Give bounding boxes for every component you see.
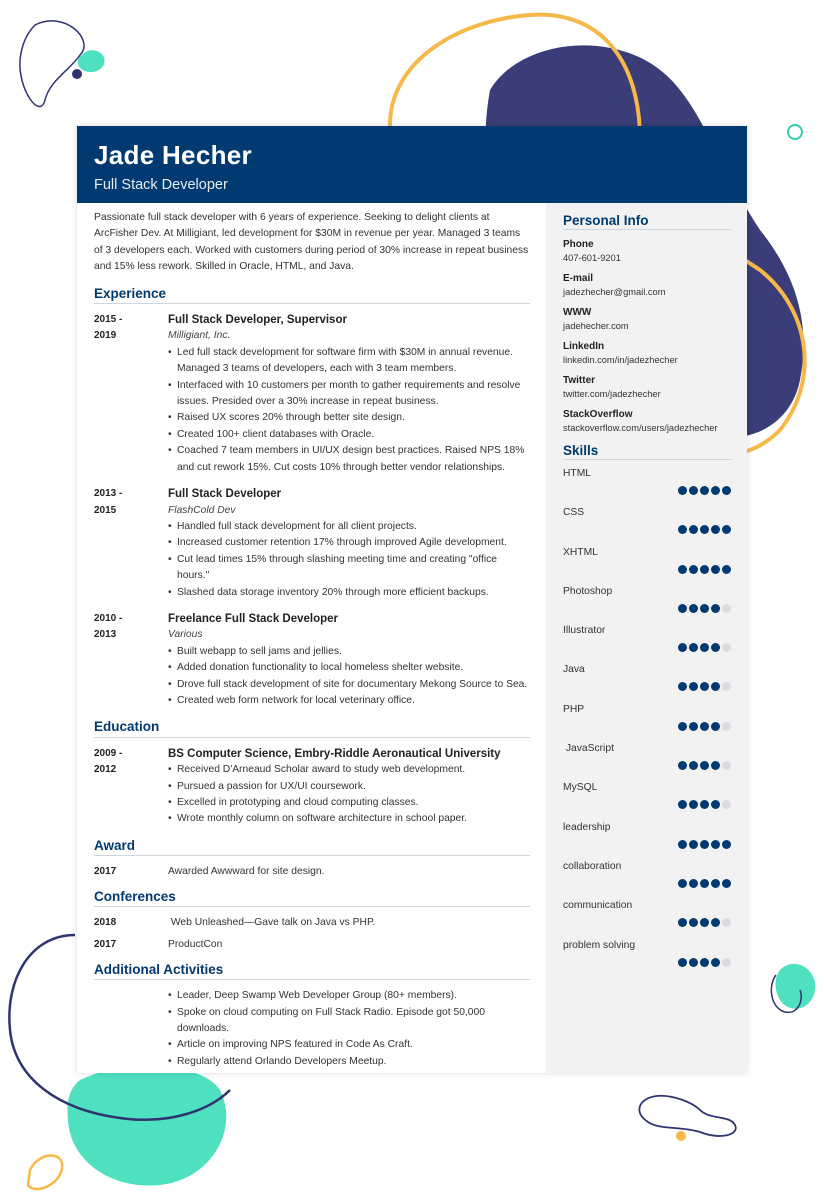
phone-value: 407-601-9201 <box>563 253 621 263</box>
degree-title: BS Computer Science, Embry-Riddle Aeronautical University <box>168 747 501 760</box>
skill-name: HTML <box>563 468 592 479</box>
rating-dot-filled <box>689 722 698 731</box>
rating-dot-filled <box>689 761 698 770</box>
conferences-heading: Conferences <box>94 889 530 907</box>
skill-name: JavaScript <box>563 743 614 755</box>
rating-dot-filled <box>700 486 709 495</box>
bullet-item: • Increased customer retention 17% through improved Agile development. <box>168 535 530 551</box>
skill-item <box>563 704 731 743</box>
skill-item <box>563 586 731 625</box>
skill-rating <box>676 682 731 691</box>
rating-dot-filled <box>678 604 687 613</box>
skill-name: leadership <box>563 821 611 833</box>
rating-dot-filled <box>678 525 687 534</box>
skill-rating <box>676 958 731 967</box>
rating-dot-filled <box>678 761 687 770</box>
experience-entry <box>94 611 530 709</box>
rating-dot-filled <box>689 565 698 574</box>
rating-dot-filled <box>711 840 720 849</box>
skill-rating <box>676 800 731 809</box>
skill-name: communication <box>563 900 633 912</box>
skill-name: Java <box>563 664 585 676</box>
skill-name: CSS <box>563 507 585 519</box>
linkedin-value: linkedin.com/in/jadezhecher <box>563 355 678 365</box>
company-name: Milligiant, Inc. <box>168 330 231 342</box>
phone-label: Phone <box>563 239 594 250</box>
bullet-item: • Article on improving NPS featured in Code As Craft. <box>168 1037 530 1053</box>
skill-item <box>563 861 731 900</box>
website-label: WWW <box>563 307 592 318</box>
rating-dot-filled <box>678 643 687 652</box>
activities-heading: Additional Activities <box>94 962 530 980</box>
skill-item <box>563 547 731 586</box>
rating-dot-filled <box>689 958 698 967</box>
rating-dot-filled <box>678 840 687 849</box>
skill-item <box>563 664 731 703</box>
orange-ring-bottomleft <box>28 1156 62 1189</box>
rating-dot-filled <box>689 604 698 613</box>
orange-dot-bottomright <box>676 1131 686 1141</box>
rating-dot-filled <box>678 879 687 888</box>
rating-dot-filled <box>678 722 687 731</box>
resume-header <box>77 126 747 203</box>
education-entry <box>94 746 530 828</box>
rating-dot-filled <box>689 840 698 849</box>
rating-dot-filled <box>722 565 731 574</box>
rating-dot-empty <box>722 761 731 770</box>
rating-dot-filled <box>711 879 720 888</box>
conference-entry <box>94 915 530 931</box>
rating-dot-filled <box>700 682 709 691</box>
rating-dot-filled <box>711 761 720 770</box>
rating-dot-filled <box>722 879 731 888</box>
conference-text: Web Unleashed—Gave talk on Java vs PHP. <box>168 917 376 929</box>
rating-dot-filled <box>711 682 720 691</box>
teal-blob-right <box>776 964 816 1009</box>
award-heading: Award <box>94 838 530 856</box>
skill-rating <box>676 604 731 613</box>
rating-dot-filled <box>700 722 709 731</box>
rating-dot-filled <box>689 643 698 652</box>
skill-item <box>563 468 731 507</box>
bullet-item: • Leader, Deep Swamp Web Developer Group (80+ members). <box>168 988 530 1004</box>
rating-dot-empty <box>722 722 731 731</box>
email-label: E-mail <box>563 273 594 284</box>
bullet-item: • Created web form network for local veterinary office. <box>168 693 530 709</box>
job-title: Freelance Full Stack Developer <box>168 612 339 625</box>
rating-dot-filled <box>711 958 720 967</box>
summary-text: Passionate full stack developer with 6 years of experience. Seeking to delight clients at ArcFisher Dev. At Milligiant, led development for $30M in revenue per year. Managed 3 teams of 3 developers each. Worked with customers during period of 30% increase in repeat business and 15% less rework. Skilled in Oracle, HTML, and Java. <box>94 212 529 273</box>
bullet-item: • Regularly attend Orlando Developers Meetup. <box>168 1054 530 1070</box>
bullet-item: • Excelled in prototyping and cloud computing classes. <box>168 795 530 811</box>
skill-name: MySQL <box>563 782 598 794</box>
rating-dot-filled <box>689 800 698 809</box>
rating-dot-filled <box>689 486 698 495</box>
rating-dot-filled <box>700 604 709 613</box>
rating-dot-filled <box>700 840 709 849</box>
personal-info-heading: Personal Info <box>563 213 731 230</box>
rating-dot-filled <box>722 525 731 534</box>
rating-dot-filled <box>700 958 709 967</box>
conference-year: 2018 <box>94 917 117 929</box>
rating-dot-filled <box>678 958 687 967</box>
skills-heading: Skills <box>563 443 731 460</box>
navy-dot-topleft <box>72 69 82 79</box>
job-bullets <box>168 644 530 710</box>
award-entry <box>94 864 530 880</box>
twitter-label: Twitter <box>563 375 596 386</box>
candidate-title: Full Stack Developer <box>94 177 228 193</box>
bullet-item: • Added donation functionality to local homeless shelter website. <box>168 660 530 676</box>
resume-page <box>77 126 747 1073</box>
conference-year: 2017 <box>94 939 117 951</box>
rating-dot-filled <box>689 918 698 927</box>
skill-rating <box>676 761 731 770</box>
website-value: jadehecher.com <box>563 321 629 331</box>
email-value: jadezhecher@gmail.com <box>563 287 666 297</box>
skill-rating <box>676 643 731 652</box>
skill-rating <box>676 918 731 927</box>
rating-dot-empty <box>722 604 731 613</box>
conference-text: ProductCon <box>168 939 223 951</box>
rating-dot-filled <box>689 682 698 691</box>
teal-ring-topright <box>788 125 802 139</box>
rating-dot-filled <box>678 682 687 691</box>
rating-dot-filled <box>678 800 687 809</box>
skill-name: XHTML <box>563 546 598 558</box>
rating-dot-filled <box>711 800 720 809</box>
bullet-item: • Raised UX scores 20% through better site design. <box>168 410 530 426</box>
skills-list <box>563 468 731 979</box>
rating-dot-filled <box>722 840 731 849</box>
activities-bullets <box>168 988 530 1070</box>
bullet-item: • Cut lead times 15% through slashing meeting time and creating "office hours." <box>168 552 530 585</box>
bullet-item: • Wrote monthly column on software architecture in school paper. <box>168 811 530 827</box>
rating-dot-filled <box>700 800 709 809</box>
entry-dates: 2010 - 2013 <box>94 612 123 641</box>
job-title: Full Stack Developer <box>168 488 282 501</box>
skill-item <box>563 625 731 664</box>
education-heading: Education <box>94 719 530 737</box>
experience-entry <box>94 486 530 601</box>
rating-dot-filled <box>700 565 709 574</box>
navy-loop-bottomright <box>639 1096 735 1136</box>
skill-item <box>563 822 731 861</box>
skill-item <box>563 507 731 546</box>
entry-dates: 2015 - 2019 <box>94 314 123 342</box>
bullet-item: • Spoke on cloud computing on Full Stack Radio. Episode got 50,000 downloads. <box>168 1005 530 1038</box>
skill-name: Illustrator <box>563 625 606 637</box>
company-name: FlashCold Dev <box>168 504 236 516</box>
bullet-item: • Received D'Arneaud Scholar award to study web development. <box>168 762 530 778</box>
rating-dot-filled <box>711 565 720 574</box>
skill-item <box>563 900 731 939</box>
award-text: Awarded Awwward for site design. <box>168 866 325 878</box>
skill-name: problem solving <box>563 939 636 951</box>
navy-loop-topleft <box>20 21 84 107</box>
skill-item <box>563 743 731 782</box>
award-year: 2017 <box>94 866 117 878</box>
education-bullets <box>168 762 530 828</box>
skill-name: Photoshop <box>563 585 613 597</box>
skill-rating <box>676 879 731 888</box>
bullet-item: • Drove full stack development of site for documentary Mekong Source to Sea. <box>168 677 530 693</box>
rating-dot-filled <box>711 643 720 652</box>
linkedin-label: LinkedIn <box>563 341 605 352</box>
rating-dot-filled <box>678 565 687 574</box>
skill-rating <box>676 525 731 534</box>
rating-dot-filled <box>700 918 709 927</box>
job-title: Full Stack Developer, Supervisor <box>168 314 347 327</box>
entry-dates: 2009 - 2012 <box>94 747 123 776</box>
experience-entry <box>94 312 530 476</box>
activities-entry <box>94 988 530 1070</box>
sidebar <box>546 203 747 1073</box>
rating-dot-filled <box>711 722 720 731</box>
rating-dot-empty <box>722 958 731 967</box>
bullet-item: • Created 100+ client databases with Oracle. <box>168 427 530 443</box>
twitter-value: twitter.com/jadezhecher <box>563 389 661 399</box>
bullet-item: • Coached 7 team members in UI/UX design best practices. Raised NPS 18% and cut rework 15%. Cut costs 10% through better vendor relationships. <box>168 443 530 476</box>
rating-dot-filled <box>711 525 720 534</box>
conference-entry <box>94 937 530 953</box>
skill-name: PHP <box>563 703 585 715</box>
skill-rating <box>676 565 731 574</box>
rating-dot-filled <box>700 643 709 652</box>
bullet-item: • Interfaced with 10 customers per month to gather requirements and resolve issues. Presided over a 30% increase in repeat business. <box>168 378 530 411</box>
stackoverflow-value: stackoverflow.com/users/jadezhecher <box>563 423 718 433</box>
job-bullets <box>168 519 530 601</box>
rating-dot-empty <box>722 643 731 652</box>
skill-rating <box>676 486 731 495</box>
bullet-item: • Slashed data storage inventory 20% through more efficient backups. <box>168 585 530 601</box>
rating-dot-filled <box>700 761 709 770</box>
skill-name: collaboration <box>563 860 622 872</box>
bullet-item: • Pursued a passion for UX/UI coursework. <box>168 779 530 795</box>
rating-dot-filled <box>678 486 687 495</box>
experience-heading: Experience <box>94 286 530 304</box>
rating-dot-filled <box>678 918 687 927</box>
company-name: Various <box>168 629 203 641</box>
rating-dot-empty <box>722 918 731 927</box>
rating-dot-filled <box>700 879 709 888</box>
rating-dot-filled <box>722 486 731 495</box>
entry-dates: 2013 - 2015 <box>94 488 123 516</box>
rating-dot-filled <box>689 879 698 888</box>
job-bullets <box>168 345 530 476</box>
rating-dot-filled <box>711 918 720 927</box>
experience-list <box>94 312 530 709</box>
skill-rating <box>676 840 731 849</box>
stackoverflow-label: StackOverflow <box>563 409 633 420</box>
rating-dot-filled <box>711 604 720 613</box>
personal-info-list <box>563 239 731 433</box>
candidate-name: Jade Hecher <box>94 140 252 170</box>
skill-item <box>563 940 731 979</box>
main-column <box>94 210 530 1080</box>
rating-dot-filled <box>689 525 698 534</box>
bullet-item: • Built webapp to sell jams and jellies. <box>168 644 530 660</box>
bullet-item: • Handled full stack development for all client projects. <box>168 519 530 535</box>
rating-dot-filled <box>700 525 709 534</box>
bullet-item: • Led full stack development for software firm with $30M in annual revenue. Managed 3 teams of developers, each with 3 team members. <box>168 345 530 378</box>
skill-rating <box>676 722 731 731</box>
rating-dot-empty <box>722 800 731 809</box>
rating-dot-empty <box>722 682 731 691</box>
rating-dot-filled <box>711 486 720 495</box>
teal-blob-bottomleft <box>68 1066 227 1185</box>
skill-item <box>563 782 731 821</box>
